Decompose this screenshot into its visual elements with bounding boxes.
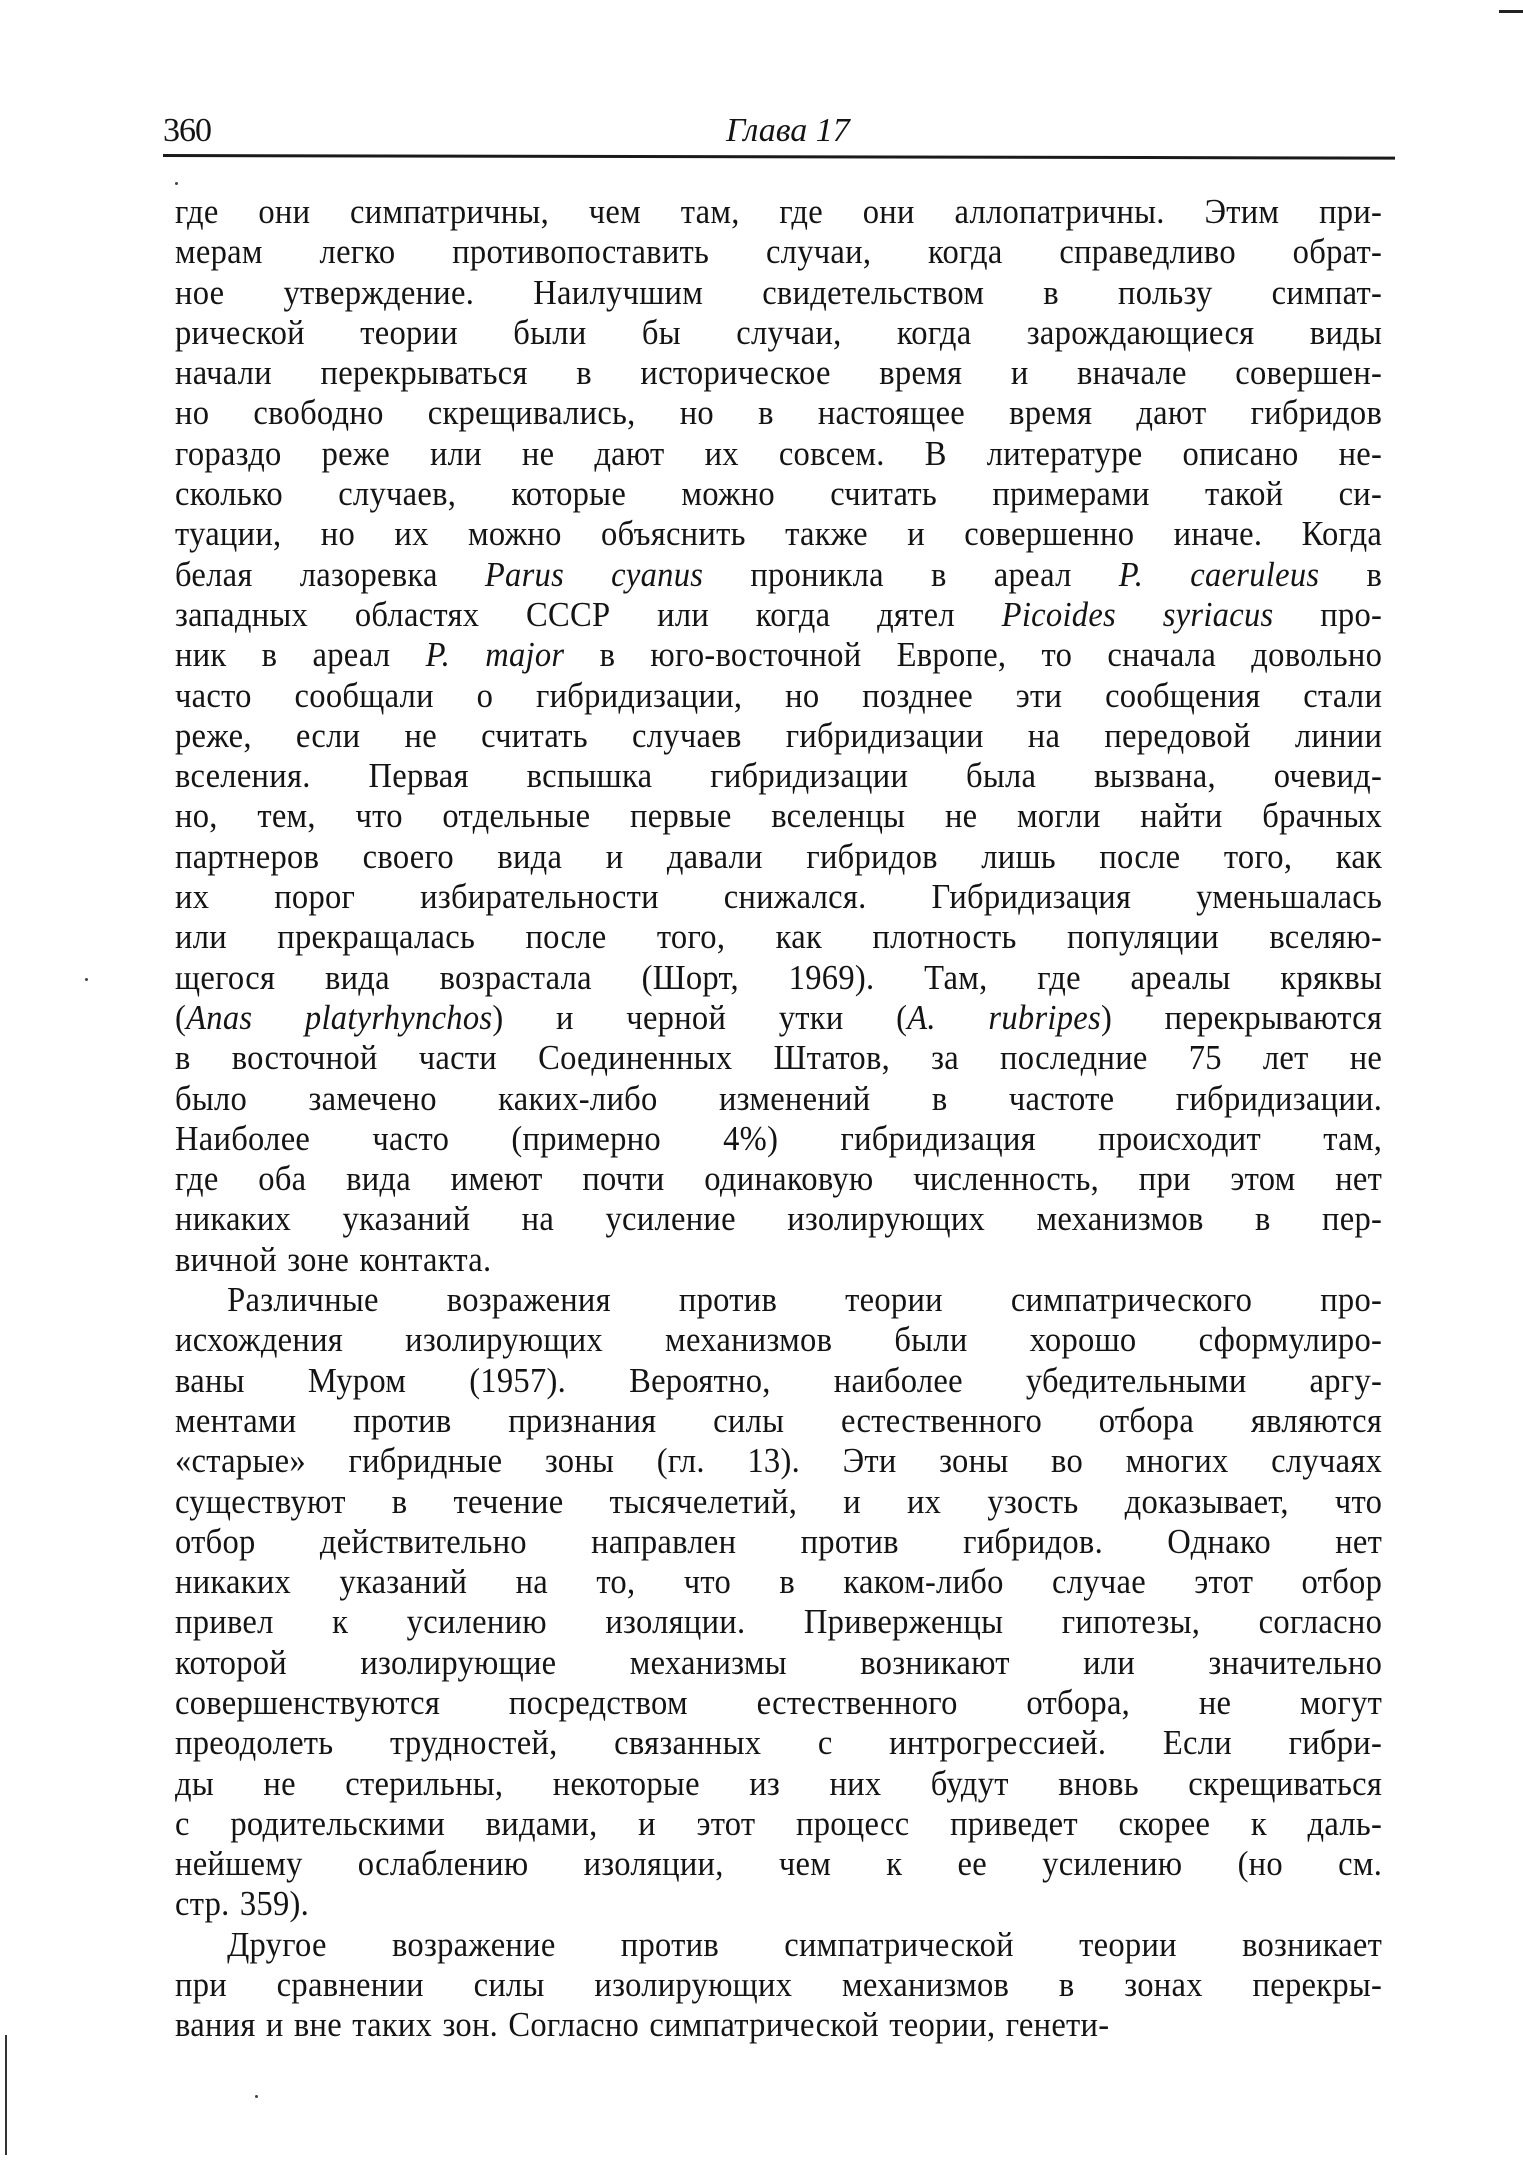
running-head: Глава 17 (726, 112, 850, 149)
text-line: гораздо реже или не дают их совсем. В литературе описано не- (175, 433, 1383, 473)
text-line: партнеров своего вида и давали гибридов лишь после того, как (175, 836, 1383, 876)
scan-edge-artifact (5, 2035, 7, 2155)
text-line: вичной зоне контакта. (175, 1239, 492, 1279)
text-line: но свободно скрещивались, но в настоящее время дают гибридов (175, 393, 1383, 433)
text-segment: западных областях СССР или когда дятел (175, 594, 1002, 634)
text-segment: в юго-восточной Европе, то сначала довольно (564, 635, 1383, 675)
species-name: A. rubripes (907, 997, 1101, 1037)
text-line: щегося вида возрастала (Шорт, 1969). Там, где ареалы кряквы (175, 957, 1383, 997)
text-line: вселения. Первая вспышка гибридизации была вызвана, очевид- (175, 756, 1383, 796)
text-segment: белая лазоревка (175, 554, 485, 594)
text-line: Наиболее часто (примерно 4%) гибридизация происходит там, (175, 1118, 1383, 1158)
text-line: ное утверждение. Наилучшим свидетельством в пользу симпат- (175, 272, 1383, 312)
text-line: реже, если не считать случаев гибридизации на передовой линии (175, 715, 1383, 755)
text-segment: ник в ареал (175, 635, 426, 675)
text-line: рической теории были бы случаи, когда зарождающиеся виды (175, 312, 1383, 352)
text-line: совершенствуются посредством естественного отбора, не могут (175, 1682, 1383, 1722)
scan-artifact (1499, 10, 1523, 13)
text-segment: проникла в ареал (703, 554, 1119, 594)
dust-speck (85, 978, 88, 981)
text-line: ваны Муром (1957). Вероятно, наиболее убедительными аргу- (175, 1360, 1383, 1400)
text-line: ды не стерильны, некоторые из них будут вновь скрещиваться (175, 1763, 1383, 1803)
text-segment: в (1319, 554, 1383, 594)
text-line: при сравнении силы изолирующих механизмов в зонах перекры- (175, 1965, 1383, 2005)
text-line: сколько случаев, которые можно считать примерами такой си- (175, 474, 1383, 514)
text-line: с родительскими видами, и этот процесс приведет скорее к даль- (175, 1803, 1383, 1843)
species-name: Picoides syriacus (1001, 594, 1274, 634)
text-line: нейшему ослаблению изоляции, чем к ее усилению (но см. (175, 1844, 1383, 1884)
text-line: или прекращалась после того, как плотность популяции вселяю- (175, 917, 1383, 957)
text-line (175, 595, 1382, 635)
text-line: отбор действительно направлен против гибридов. Однако нет (175, 1521, 1383, 1561)
text-line: начали перекрываться в историческое время и вначале совершен- (175, 353, 1383, 393)
page-number: 360 (163, 112, 211, 149)
text-line: стр. 359). (175, 1884, 310, 1924)
text-line: преодолеть трудностей, связанных с интрогрессией. Если гибри- (175, 1723, 1383, 1763)
text-line: существуют в течение тысячелетий, и их узость доказывает, что (175, 1481, 1383, 1521)
paragraph (175, 192, 1382, 1280)
text-line: исхождения изолирующих механизмов были хорошо сформулиро- (175, 1320, 1383, 1360)
text-line: ментами против признания силы естественного отбора являются (175, 1400, 1383, 1440)
paragraph (175, 1925, 1382, 2046)
text-line: туации, но их можно объяснить также и совершенно иначе. Когда (175, 514, 1383, 554)
text-segment: ) перекрываются (1100, 997, 1383, 1037)
text-line: привел к усилению изоляции. Приверженцы гипотезы, согласно (175, 1602, 1383, 1642)
text-line: никаких указаний на то, что в каком-либо случае этот отбор (175, 1562, 1383, 1602)
text-line: было замечено каких-либо изменений в частоте гибридизации. (175, 1078, 1383, 1118)
text-line (175, 998, 1382, 1038)
text-line: Различные возражения против теории симпатрического про- (227, 1280, 1383, 1320)
text-line: мерам легко противопоставить случаи, когда справедливо обрат- (175, 232, 1383, 272)
text-line: никаких указаний на усиление изолирующих механизмов в пер- (175, 1199, 1383, 1239)
text-line: где они симпатричны, чем там, где они аллопатричны. Этим при- (175, 192, 1383, 231)
text-line: Другое возражение против симпатрической теории возникает (227, 1924, 1383, 1964)
dust-speck (175, 182, 178, 185)
species-name: P. major (425, 635, 565, 675)
text-line: где оба вида имеют почти одинаковую численность, при этом нет (175, 1159, 1383, 1199)
text-line: часто сообщали о гибридизации, но позднее эти сообщения стали (175, 675, 1383, 715)
text-line: вания и вне таких зон. Согласно симпатрической теории, генети- (175, 2005, 1110, 2045)
body-text (175, 192, 1382, 2046)
text-line (175, 635, 1382, 675)
paragraph (175, 1280, 1382, 1925)
text-segment: ( (175, 997, 187, 1037)
text-segment: про- (1273, 594, 1383, 634)
species-name: Anas platyrhynchos (186, 997, 493, 1037)
text-segment: ) и черной утки ( (492, 997, 908, 1037)
text-line (175, 555, 1382, 595)
text-line: которой изолирующие механизмы возникают или значительно (175, 1642, 1383, 1682)
text-line: в восточной части Соединенных Штатов, за последние 75 лет не (175, 1038, 1383, 1078)
species-name: P. caeruleus (1118, 554, 1320, 594)
dust-speck (255, 2095, 258, 2098)
species-name: Parus cyanus (484, 554, 704, 594)
text-line: их порог избирательности снижался. Гибридизация уменьшалась (175, 877, 1383, 917)
text-line: но, тем, что отдельные первые вселенцы не могли найти брачных (175, 796, 1383, 836)
text-line: «старые» гибридные зоны (гл. 13). Эти зоны во многих случаях (175, 1441, 1383, 1481)
